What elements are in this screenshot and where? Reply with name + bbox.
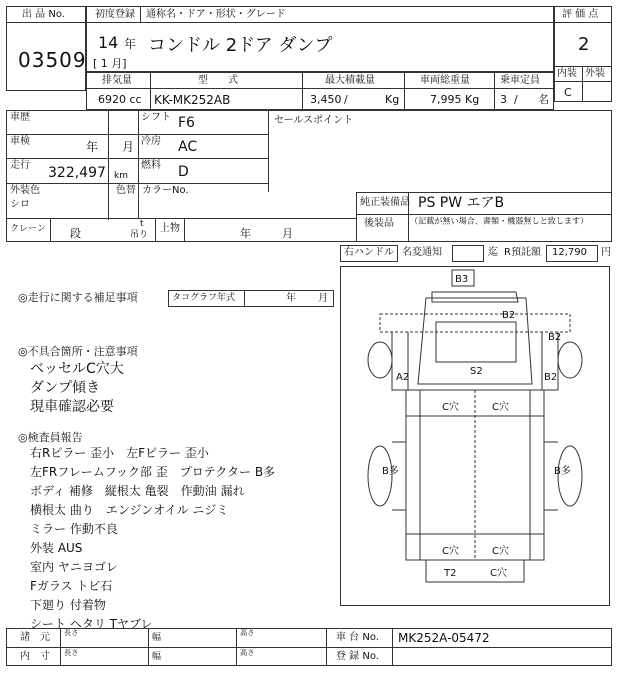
history-label: 車歴 [10, 112, 30, 123]
inspector-item: 下廻り 付着物 [30, 598, 106, 612]
driving-notes-label: ◎走行に関する補足事項 [18, 291, 138, 304]
capacity-value: 3 [500, 93, 507, 106]
max-load-slash: / [344, 93, 348, 106]
chassis-number: MK252A-05472 [398, 631, 490, 645]
inner-dims-label: 内 寸 [20, 651, 50, 662]
fuel-label: 燃料 [141, 160, 161, 171]
yen-unit: 円 [601, 247, 611, 258]
steering-value: 右ハンドル [344, 247, 394, 258]
fuel-value: D [178, 164, 189, 180]
damage-diagram [340, 266, 610, 606]
inspector-item: Fガラス トビ石 [30, 579, 113, 593]
height-label: 高さ [240, 649, 255, 658]
model-label: 型 式 [198, 75, 238, 86]
diagram-mark: A2 [396, 372, 410, 383]
ac-value: AC [178, 139, 198, 155]
max-load-label: 最大積載量 [325, 75, 375, 86]
inspector-report-label: ◎検査員報告 [18, 431, 83, 444]
inspector-item: 右Rピラー 歪小 左Fピラー 歪小 [30, 446, 209, 460]
diagram-mark: C穴 [442, 402, 459, 413]
inspection-label: 車検 [10, 136, 30, 147]
mileage-value: 322,497 [48, 165, 106, 181]
width-label: 幅 [152, 652, 162, 662]
lot-no-label: 出 品 No. [22, 9, 65, 20]
inspection-month-unit: 月 [122, 140, 135, 154]
mileage-unit: km [114, 171, 128, 181]
factory-equipment-label: 純正装備品 [360, 197, 410, 208]
color-change-label: 色替 [116, 185, 136, 196]
gross-weight-value: 7,995 Kg [430, 93, 480, 106]
diagram-mark: S2 [470, 366, 483, 377]
registration-number-label: 登 録 No. [336, 651, 379, 662]
diagram-mark: T2 [444, 568, 457, 579]
evaluation-score: 2 [578, 34, 590, 55]
name-change-label: 名変通知 [402, 247, 442, 258]
specs-footer-label: 諸 元 [20, 632, 50, 643]
defect-item: 現車確認必要 [30, 399, 114, 415]
length-label: 長さ [64, 629, 79, 638]
diagram-mark: B3 [455, 274, 469, 285]
interior-label: 内装 [557, 68, 577, 79]
diagram-mark: B多 [554, 466, 571, 477]
diagram-mark: C穴 [490, 568, 507, 579]
tachograph-month-unit: 月 [318, 293, 328, 304]
crane-label: クレーン [10, 224, 46, 234]
diagram-mark: C穴 [492, 402, 509, 413]
car-name-label: 通称名・ドア・形状・グレード [146, 9, 286, 20]
diagram-mark: B多 [382, 466, 399, 477]
displacement-value: 6920 cc [98, 93, 142, 106]
tachograph-label: タコグラフ年式 [172, 293, 236, 303]
recycle-deposit-label: R預託額 [504, 247, 541, 258]
score-label: 評 価 点 [562, 9, 599, 20]
defects-label: ◎不具合箇所・注意事項 [18, 345, 138, 358]
exterior-color-label: 外装色 [10, 185, 40, 196]
height-label: 高さ [240, 629, 255, 638]
capacity-slash: / [514, 93, 518, 106]
max-load-value: 3,450 [310, 93, 342, 106]
car-name: コンドル 2ドア ダンプ [148, 35, 333, 56]
color-code-label: カラーNo. [142, 185, 189, 196]
diagram-mark: C穴 [492, 546, 509, 557]
inspector-item: 室内 ヤニヨゴレ [30, 560, 118, 574]
width-label: 幅 [152, 633, 162, 643]
aftermarket-label: 後装品 [364, 218, 394, 229]
recycle-deposit-value: 12,790 [552, 247, 587, 258]
exterior-label: 外装 [585, 68, 605, 79]
registration-month: [ 1 月] [93, 57, 127, 70]
inspector-item: ボディ 補修 縦根太 亀裂 作動油 漏れ [30, 484, 245, 498]
first-registration-label: 初度登録 [95, 9, 135, 20]
diagram-mark: B2 [544, 372, 558, 383]
inspector-item: 左FRフレームフック部 歪 プロテクター B多 [30, 465, 276, 479]
inspector-item: シート ヘタリ Tヤブレ [30, 617, 153, 631]
mileage-label: 走行 [10, 160, 30, 171]
displacement-label: 排気量 [102, 75, 132, 86]
gross-weight-label: 車両総重量 [420, 75, 470, 86]
chassis-number-label: 車 台 No. [336, 632, 379, 643]
capacity-label: 乗車定員 [500, 75, 540, 86]
upper-year-unit: 年 [240, 227, 251, 240]
diagram-mark: B2 [502, 310, 516, 321]
defect-item: ベッセルC穴大 [30, 361, 124, 377]
inspection-year-unit: 年 [86, 140, 99, 154]
inspector-item: ミラー 作動不良 [30, 522, 118, 536]
model-value: KK-MK252AB [154, 93, 231, 107]
name-change-box [452, 245, 484, 262]
crane-lift: 吊り [130, 230, 149, 240]
ac-label: 冷房 [141, 136, 161, 147]
crane-ton: t [140, 219, 144, 229]
interior-grade: C [564, 86, 572, 99]
factory-equipment-value: PS PW エアB [418, 195, 505, 211]
registration-year: 14 [98, 33, 119, 52]
exterior-color-value: シロ [10, 199, 30, 210]
defect-item: ダンプ傾き [30, 380, 101, 396]
inspector-item: 外装 AUS [30, 541, 83, 555]
tachograph-year-unit: 年 [286, 293, 296, 304]
capacity-unit: 名 [538, 93, 549, 106]
diagram-mark: B2 [548, 332, 562, 343]
upper-month-unit: 月 [282, 227, 293, 240]
max-load-unit: Kg [385, 93, 400, 106]
aftermarket-note: （記載が無い場合、書類・機器無しと致します） [410, 217, 589, 227]
lot-number: 03509 [18, 48, 87, 72]
shift-label: シフト [141, 112, 171, 123]
deadline-mark: 迄 [488, 247, 498, 258]
shift-value: F6 [178, 115, 195, 131]
year-unit: 年 [124, 37, 137, 51]
diagram-mark: C穴 [442, 546, 459, 557]
length-label: 長さ [64, 649, 79, 658]
sales-points-label: セールスポイント [274, 115, 354, 126]
inspector-item: 横根太 曲り エンジンオイル ニジミ [30, 503, 229, 517]
upper-body-label: 上物 [160, 223, 180, 234]
crane-stage: 段 [70, 227, 81, 240]
